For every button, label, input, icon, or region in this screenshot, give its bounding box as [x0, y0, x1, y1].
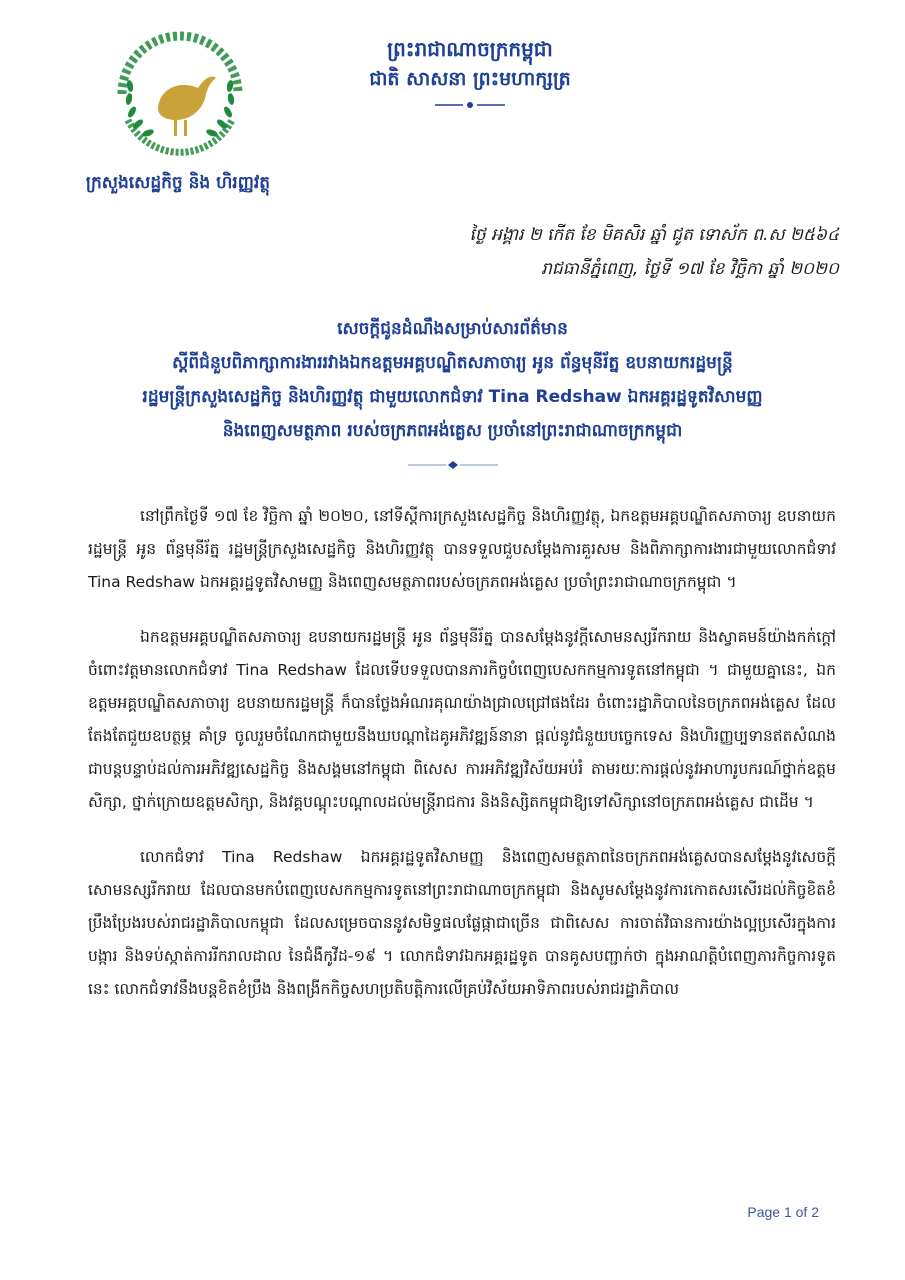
ornament-divider-icon — [435, 101, 505, 109]
page-number: Page 1 of 2 — [747, 1204, 819, 1220]
gregorian-date: រាជធានីភ្នំពេញ, ថ្ងៃទី ១៧ ខែ វិច្ឆិកា ឆ្នាំ ២០២០ — [541, 259, 839, 279]
national-motto: ជាតិ សាសនា ព្រះមហាក្សត្រ — [369, 68, 571, 90]
title-ornament-icon — [408, 460, 498, 470]
title-line-4: និងពេញសមត្ថភាព របស់ចក្រភពអង់គ្លេស ប្រចាំនៅព្រះរាជាណាចក្រកម្ពុជា — [222, 421, 683, 441]
kingdom-name: ព្រះរាជាណាចក្រកម្ពុជា — [387, 37, 553, 61]
body-content — [88, 500, 836, 1028]
kingdom-header — [300, 34, 640, 113]
paragraph-1: នៅព្រឹកថ្ងៃទី ១៧ ខែ វិច្ឆិកា ឆ្នាំ ២០២០, នៅទីស្តីការក្រសួងសេដ្ឋកិច្ច និងហិរញ្ញវត្ថុ, ឯកឧត្តមអគ្គបណ្ឌិតសភាចារ្យ ឧបនាយករដ្ឋមន្ត្រី អូន ព័ន្ធមុនីរ័ត្ន រដ្ឋមន្ត្រីក្រសួងសេដ្ឋកិច្ច និងហិរញ្ញវត្ថុ បានទទួលជួបសម្តែងការគួរសម និងពិភាក្សាការងារជាមួយលោកជំទាវ Tina Redshaw ឯកអគ្គរដ្ឋទូតវិសាមញ្ញ និងពេញសមត្ថភាពរបស់ចក្រភពអង់គ្លេស ប្រចាំព្រះរាជាណាចក្រកម្ពុជា ។ — [88, 507, 836, 591]
date-block — [470, 218, 839, 286]
title-line-1: សេចក្តីជូនដំណឹងសម្រាប់សារព័ត៌មាន — [337, 319, 568, 339]
paragraph-3: លោកជំទាវ Tina Redshaw ឯកអគ្គរដ្ឋទូតវិសាមញ្ញ និងពេញសមត្ថភាពនៃចក្រភពអង់គ្លេសបានសម្តែងនូវសេចក្តីសោមនស្សរីករាយ ដែលបានមកបំពេញបេសកកម្មការទូតនៅព្រះរាជាណាចក្រកម្ពុជា និងសូមសម្តែងនូវការកោតសរសើរដល់កិច្ចខិតខំប្រឹងប្រែងរបស់រាជរដ្ឋាភិបាលកម្ពុជា ដែលសម្រេចបាននូវសមិទ្ធផលផ្លែផ្កាជាច្រើន ជាពិសេស ការចាត់វិធានការយ៉ាងល្អប្រសើរក្នុងការបង្ការ និងទប់ស្កាត់ការរីករាលដាល នៃជំងឺកូវីដ-១៩ ។ លោកជំទាវឯកអគ្គរដ្ឋទូត បានគូសបញ្ជាក់ថា ក្នុងអាណត្តិបំពេញភារកិច្ចការទូតនេះ លោកជំទាវនឹងបន្តខិតខំប្រឹង និងពង្រីកកិច្ចសហប្រតិបត្តិការលើគ្រប់វិស័យអាទិភាពរបស់រាជរដ្ឋាភិបាល — [88, 848, 836, 998]
title-line-2: ស្តីពីជំនួបពិភាក្សាការងាររវាងឯកឧត្តមអគ្គបណ្ឌិតសភាចារ្យ អូន ព័ន្ធមុនីរ័ត្ន ឧបនាយករដ្ឋមន្ត្រី — [172, 353, 733, 373]
lunar-date: ថ្ងៃ អង្គារ ២ កើត ខែ មិគសិរ ឆ្នាំ ជូត ទោស័ក ព.ស ២៥៦៤ — [469, 225, 839, 245]
press-release-title — [60, 312, 845, 482]
ministry-logo — [100, 28, 260, 163]
paragraph-2: ឯកឧត្តមអគ្គបណ្ឌិតសភាចារ្យ ឧបនាយករដ្ឋមន្ត្រី អូន ព័ន្ធមុនីរ័ត្ន បានសម្តែងនូវក្តីសោមនស្សរីករាយ និងស្វាគមន៍យ៉ាងកក់ក្តៅ ចំពោះវត្តមានលោកជំទាវ Tina Redshaw ដែលទើបទទួលបានភារកិច្ចបំពេញបេសកកម្មការទូតនៅកម្ពុជា ។ ជាមួយគ្នានេះ, ឯកឧត្តមអគ្គបណ្ឌិតសភាចារ្យ ឧបនាយករដ្ឋមន្ត្រី ក៏បានថ្លែងអំណរគុណយ៉ាងជ្រាលជ្រៅផងដែរ ចំពោះរដ្ឋាភិបាលនៃចក្រភពអង់គ្លេស ដែលតែងតែជួយឧបត្ថម្ភ គាំទ្រ ចូលរួមចំណែកជាមួយនឹងឃបណ្តាដៃគូអភិវឌ្ឍន៍នានា ផ្តល់នូវជំនួយបច្ចេកទេស និងហិរញ្ញប្បទានឥតសំណងជាបន្តបន្ទាប់ដល់ការអភិវឌ្ឍសេដ្ឋកិច្ច និងសង្គមនៅកម្ពុជា ពិសេស ការអភិវឌ្ឍវិស័យអប់រំ តាមរយៈការផ្តល់នូវអាហារូបករណ៍ថ្នាក់ឧត្តមសិក្សា, ថ្នាក់ក្រោយឧត្តមសិក្សា, និងវគ្គបណ្តុះបណ្តាលដល់មន្ត្រីរាជការ និងនិស្សិតកម្ពុជាឱ្យទៅសិក្សានៅចក្រភពអង់គ្លេស ជាដើម ។ — [88, 628, 836, 811]
ministry-name: ក្រសួងសេដ្ឋកិច្ច និង ហិរញ្ញវត្ថុ — [85, 173, 271, 193]
ministry-emblem-icon — [100, 28, 260, 163]
title-line-3: រដ្ឋមន្ត្រីក្រសួងសេដ្ឋកិច្ច និងហិរញ្ញវត្ថុ ជាមួយលោកជំទាវ Tina Redshaw ឯកអគ្គរដ្ឋទូតវិសាមញ្ញ — [142, 387, 763, 407]
